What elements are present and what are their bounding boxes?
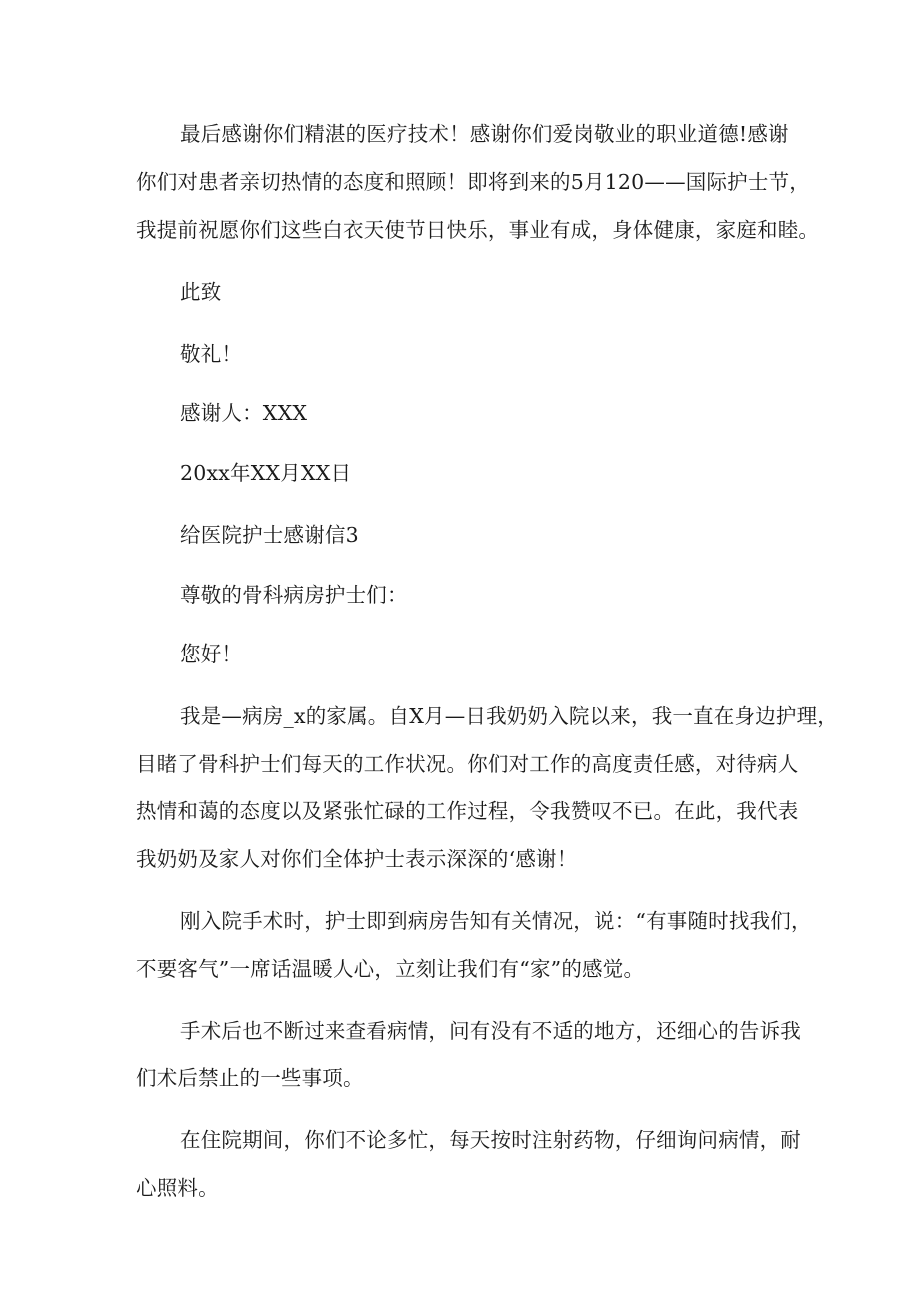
paragraph-line: 最后感谢你们精湛的医疗技术！感谢你们爱岗敬业的职业道德!感谢	[180, 122, 789, 146]
paragraph-line: 我提前祝愿你们这些白衣天使节日快乐，事业有成，身体健康，家庭和睦。	[136, 218, 820, 242]
paragraph-line: 热情和蔼的态度以及紧张忙碌的工作过程，令我赞叹不已。在此，我代表	[136, 799, 799, 823]
greeting-line: 您好！	[180, 642, 243, 666]
signature-line: 感谢人：XXX	[180, 401, 308, 425]
paragraph-line: 我奶奶及家人对你们全体护士表示深深的‘感谢！	[136, 847, 578, 871]
paragraph-line: 在住院期间，你们不论多忙，每天按时注射药物，仔细询问病情，耐	[180, 1128, 801, 1152]
paragraph-line: 我是—病房_x的家属。自X月—日我奶奶入院以来，我一直在身边护理，	[180, 704, 839, 728]
paragraph-line: 心照料。	[136, 1176, 219, 1200]
greeting-recipient: 尊敬的骨科病房护士们：	[180, 583, 408, 607]
paragraph-line: 目睹了骨科护士们每天的工作状况。你们对工作的高度责任感，对待病人	[136, 752, 799, 776]
section-title: 给医院护士感谢信3	[180, 523, 359, 547]
paragraph-line: 们术后禁止的一些事项。	[136, 1066, 364, 1090]
closing-line: 此致	[180, 280, 222, 304]
paragraph-line: 不要客气”一席话温暖人心，立刻让我们有“家”的感觉。	[136, 957, 645, 981]
paragraph-line: 你们对患者亲切热情的态度和照顾！即将到来的5月120——国际护士节，	[136, 170, 810, 194]
salutation-line: 敬礼！	[180, 342, 243, 366]
date-line: 20xx年XX月XX日	[180, 461, 352, 485]
paragraph-line: 手术后也不断过来查看病情，问有没有不适的地方，还细心的告诉我	[180, 1019, 801, 1043]
paragraph-line: 刚入院手术时，护士即到病房告知有关情况，说：“有事随时找我们，	[180, 909, 812, 933]
